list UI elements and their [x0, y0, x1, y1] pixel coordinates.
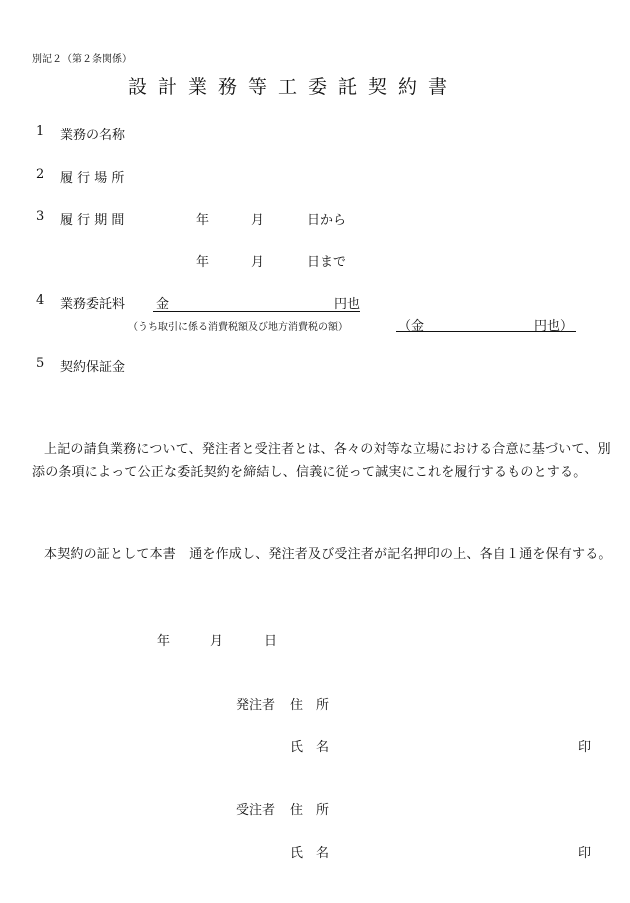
orderer-role: 発注者 — [236, 698, 276, 713]
fee-yen-suffix: 円也 — [334, 297, 361, 312]
agreement-paragraph: 上記の請負業務について、発注者と受注者とは、各々の対等な立場における合意に基づいて、別添の条項によって公正な委託契約を締結し、信義に従って誠実にこれを履行するものとする。 — [32, 442, 611, 480]
contractor-role: 受注者 — [236, 803, 276, 818]
period-from-day: 日から — [307, 213, 347, 228]
fee-underline — [153, 311, 360, 312]
contractor-seal: 印 — [578, 846, 592, 861]
tax-kin-prefix: （金 — [398, 319, 425, 334]
item-2-label: 履 行 場 所 — [60, 171, 125, 186]
date-year: 年 — [157, 634, 171, 649]
item-5-number: 5 — [36, 356, 45, 371]
orderer-address-label: 住 所 — [290, 698, 330, 713]
orderer-name-label: 氏 名 — [290, 740, 330, 755]
period-to-day: 日まで — [307, 255, 347, 270]
copies-paragraph: 本契約の証として本書 通を作成し、発注者及び受注者が記名押印の上、各自１通を保有する。 — [44, 547, 612, 562]
item-1-label: 業務の名称 — [60, 128, 126, 143]
period-to-month: 月 — [251, 255, 265, 270]
item-1-number: 1 — [36, 124, 45, 139]
item-2-number: 2 — [36, 167, 45, 182]
date-month: 月 — [210, 634, 224, 649]
orderer-seal: 印 — [578, 740, 592, 755]
tax-underline — [396, 331, 576, 332]
period-to-year: 年 — [196, 255, 210, 270]
document-title: 設計業務等工委託契約書 — [128, 76, 459, 98]
contractor-name-label: 氏 名 — [290, 846, 330, 861]
item-4-number: 4 — [36, 293, 45, 308]
period-from-month: 月 — [251, 213, 265, 228]
annex-tag: 別記２（第２条関係） — [32, 54, 132, 65]
tax-yen-suffix: 円也） — [534, 319, 574, 334]
item-3-label: 履 行 期 間 — [60, 213, 125, 228]
item-4-label: 業務委託料 — [60, 297, 126, 312]
date-day: 日 — [264, 634, 278, 649]
contractor-address-label: 住 所 — [290, 803, 330, 818]
period-from-year: 年 — [196, 213, 210, 228]
fee-kin-prefix: 金 — [156, 297, 170, 312]
item-3-number: 3 — [36, 209, 45, 224]
item-5-label: 契約保証金 — [60, 360, 126, 375]
tax-note: （うち取引に係る消費税額及び地方消費税の額） — [128, 322, 348, 333]
